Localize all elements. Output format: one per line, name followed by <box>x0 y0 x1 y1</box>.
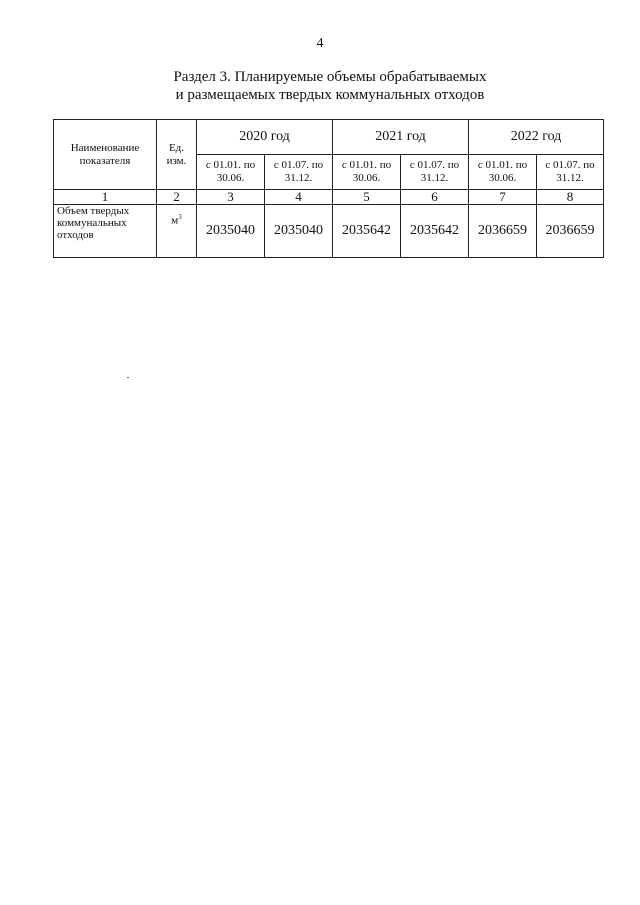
column-number-row <box>54 190 604 205</box>
header-year-2021: 2021 год <box>333 120 469 155</box>
value-2022-h2: 2036659 <box>537 205 604 258</box>
column-number: 8 <box>537 190 604 205</box>
column-number: 5 <box>333 190 401 205</box>
header-unit: Ед. изм. <box>157 120 197 190</box>
header-period-h2: с 01.07. по 31.12. <box>537 155 604 190</box>
column-number: 1 <box>54 190 157 205</box>
column-number: 6 <box>401 190 469 205</box>
header-year-2022: 2022 год <box>469 120 604 155</box>
value-2021-h1: 2035642 <box>333 205 401 258</box>
page-number: 4 <box>316 36 324 51</box>
row-label: Объем твердых коммунальных отходов <box>54 205 157 258</box>
value-2020-h1: 2035040 <box>197 205 265 258</box>
section-title-line-1: Раздел 3. Планируемые объемы обрабатываемых <box>173 69 487 85</box>
column-number: 7 <box>469 190 537 205</box>
header-period-h2: с 01.07. по 31.12. <box>401 155 469 190</box>
header-period-h1: с 01.01. по 30.06. <box>333 155 401 190</box>
unit-superscript: 3 <box>178 213 182 221</box>
header-indicator-name: Наименование показателя <box>54 120 157 190</box>
section-title-line-2: и размещаемых твердых коммунальных отходов <box>175 87 485 103</box>
value-2020-h2: 2035040 <box>265 205 333 258</box>
section-title <box>60 68 600 104</box>
value-2021-h2: 2035642 <box>401 205 469 258</box>
header-period-h1: с 01.01. по 30.06. <box>197 155 265 190</box>
header-period-h2: с 01.07. по 31.12. <box>265 155 333 190</box>
column-number: 2 <box>157 190 197 205</box>
scan-speck <box>127 377 129 378</box>
value-2022-h1: 2036659 <box>469 205 537 258</box>
row-unit <box>157 205 197 258</box>
table-row <box>54 205 604 258</box>
unit-base: м <box>171 214 179 227</box>
header-year-2020: 2020 год <box>197 120 333 155</box>
waste-volume-table <box>53 119 604 258</box>
column-number: 3 <box>197 190 265 205</box>
column-number: 4 <box>265 190 333 205</box>
header-period-h1: с 01.01. по 30.06. <box>469 155 537 190</box>
